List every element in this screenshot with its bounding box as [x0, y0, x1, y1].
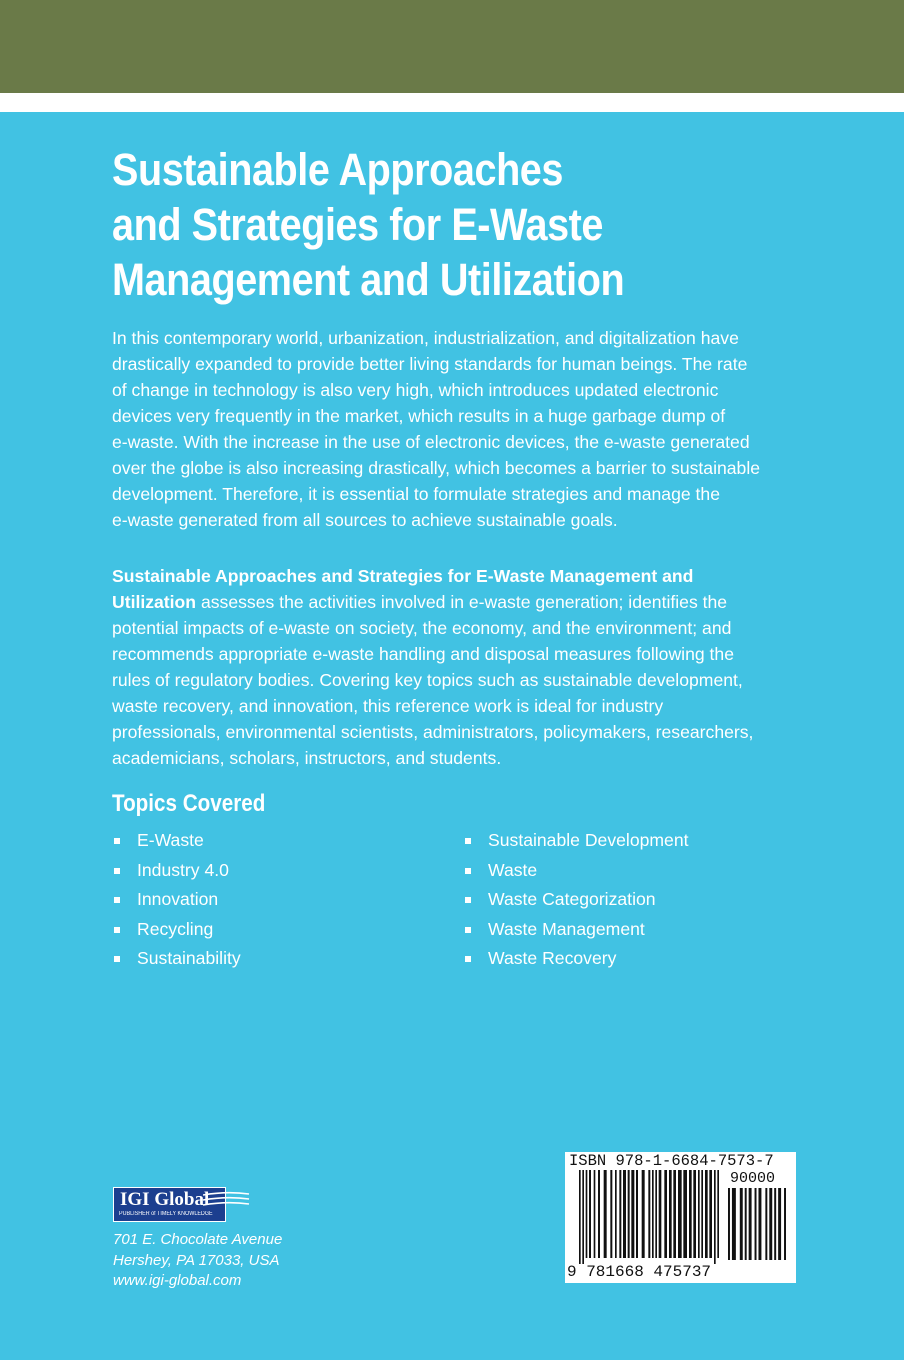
ean-digits: 9 781668 475737 [567, 1263, 712, 1281]
barcode-bar [714, 1170, 716, 1264]
barcode-bar [631, 1170, 634, 1258]
barcode-bar [598, 1170, 600, 1258]
bullet-icon [114, 897, 120, 903]
text-line: over the globe is also increasing drastically, which becomes a barrier to sustainable [112, 458, 761, 478]
barcode-bar [709, 1170, 712, 1258]
topic-label: Sustainable Development [488, 830, 689, 850]
barcode-bar [589, 1170, 591, 1258]
topics-list-right [463, 826, 689, 974]
barcode-bar [623, 1170, 626, 1258]
barcode-bar [619, 1170, 621, 1258]
barcode-bar [579, 1170, 581, 1264]
topic-item [463, 856, 689, 886]
topic-item [112, 944, 241, 974]
title-line: and Strategies for E-Waste [112, 199, 604, 250]
publisher-address [113, 1230, 282, 1292]
topic-item [112, 826, 241, 856]
book-title-inline: Utilization [112, 592, 197, 612]
title-line: Sustainable Approaches [112, 144, 563, 195]
barcode-bar [594, 1170, 596, 1258]
barcode-bar [749, 1188, 752, 1260]
barcode-bar [732, 1188, 736, 1260]
topic-item [112, 915, 241, 945]
text-line: recommends appropriate e-waste handling and disposal measures following the [112, 644, 735, 664]
text-line: waste recovery, and innovation, this reference work is ideal for industry [112, 696, 664, 716]
text-line: of change in technology is also very high, which introduces updated electronic [112, 380, 719, 400]
description-paragraph-2 [112, 563, 792, 771]
bullet-icon [114, 956, 120, 962]
bullet-icon [114, 927, 120, 933]
barcode-bar [693, 1170, 696, 1258]
topic-item [112, 885, 241, 915]
topic-label: Waste Management [488, 918, 645, 939]
barcode-bar [784, 1188, 786, 1260]
barcode-bar [673, 1170, 676, 1258]
barcode-bar [689, 1170, 692, 1258]
igi-global-logo [113, 1187, 253, 1223]
isbn-barcode [565, 1152, 796, 1283]
topics-heading: Topics Covered [112, 790, 266, 817]
bullet-icon [465, 868, 471, 874]
barcode-bar [698, 1170, 700, 1258]
text-line: development. Therefore, it is essential to formulate strategies and manage the [112, 484, 720, 504]
top-color-band [0, 0, 904, 93]
topics-list-left [112, 826, 241, 974]
price-addon-label: 90000 [730, 1170, 776, 1187]
text-line: academicians, scholars, instructors, and students. [112, 748, 502, 768]
topic-item [463, 915, 689, 945]
topic-item [112, 856, 241, 886]
barcode-bar [678, 1170, 682, 1258]
barcode-bar [586, 1170, 588, 1258]
bullet-icon [465, 838, 471, 844]
topic-item [463, 826, 689, 856]
bullet-icon [465, 897, 471, 903]
address-street: 701 E. Chocolate Avenue [113, 1231, 283, 1248]
text-line [112, 589, 792, 615]
barcode-bar [659, 1170, 662, 1258]
title-line: Management and Utilization [112, 254, 625, 305]
bullet-icon [465, 956, 471, 962]
barcode-bar [745, 1188, 747, 1260]
topic-label: E-Waste [137, 830, 204, 850]
topic-item [463, 944, 689, 974]
text-line: In this contemporary world, urbanization, industrialization, and digitalization have [112, 328, 739, 348]
ean-barcode-bars [579, 1170, 725, 1265]
topic-label: Waste [488, 859, 538, 880]
text-line: devices very frequently in the market, which results in a huge garbage dump of [112, 406, 726, 426]
barcode-bar [701, 1170, 703, 1258]
barcode-bar [765, 1188, 767, 1260]
barcode-bar [755, 1188, 757, 1260]
barcode-bar [648, 1170, 650, 1258]
barcode-bar [655, 1170, 657, 1258]
barcode-bar [769, 1188, 772, 1260]
isbn-label: ISBN 978-1-6684-7573-7 [569, 1152, 774, 1170]
text-line: rules of regulatory bodies. Covering key topics such as sustainable development, [112, 670, 743, 690]
barcode-bar [652, 1170, 654, 1258]
barcode-bar [683, 1170, 687, 1258]
topic-label: Recycling [137, 918, 214, 939]
barcode-bar [705, 1170, 708, 1258]
address-city: Hershey, PA 17033, USA [113, 1251, 280, 1269]
barcode-bar [642, 1170, 645, 1258]
book-title-inline: Sustainable Approaches and Strategies for E-Waste Management and [112, 566, 694, 586]
logo-tagline: PUBLISHER of TIMELY KNOWLEDGE [119, 1211, 213, 1217]
topic-item [463, 885, 689, 915]
divider-strip [0, 93, 904, 112]
barcode-bar [717, 1170, 719, 1258]
bullet-icon [114, 838, 120, 844]
logo-swoosh-icon [203, 1191, 251, 1213]
barcode-bar [582, 1170, 584, 1264]
barcode-bar [636, 1170, 638, 1258]
topic-label: Industry 4.0 [137, 859, 229, 880]
text-line: e-waste generated from all sources to achieve sustainable goals. [112, 510, 618, 530]
barcode-bar [758, 1188, 761, 1260]
addon-barcode-bars [728, 1188, 790, 1264]
barcode-bar [604, 1170, 607, 1258]
text-line: drastically expanded to provide better living standards for human beings. The rate [112, 354, 748, 374]
barcode-bar [610, 1170, 612, 1258]
topic-label: Sustainability [137, 948, 241, 969]
barcode-bar [669, 1170, 672, 1258]
bullet-icon [465, 927, 471, 933]
barcode-bar [778, 1188, 781, 1260]
barcode-bar [628, 1170, 630, 1258]
logo-name: IGI Global [120, 1189, 210, 1210]
barcode-bar [740, 1188, 743, 1260]
text-line: e-waste. With the increase in the use of electronic devices, the e-waste generated [112, 432, 750, 452]
publisher-website: www.igi-global.com [113, 1272, 242, 1290]
book-title [112, 142, 728, 307]
bullet-icon [114, 868, 120, 874]
text-line: professionals, environmental scientists, administrators, policymakers, researchers, [112, 722, 754, 742]
barcode-bar [615, 1170, 617, 1258]
barcode-bar [664, 1170, 667, 1258]
description-paragraph-1 [112, 325, 792, 533]
text-fragment: assesses the activities involved in e-waste generation; identifies the [196, 592, 728, 612]
topic-label: Waste Categorization [488, 889, 656, 910]
topic-label: Waste Recovery [488, 948, 617, 969]
topic-label: Innovation [137, 889, 219, 910]
barcode-bar [728, 1188, 730, 1260]
text-line: potential impacts of e-waste on society, the economy, and the environment; and [112, 618, 732, 638]
barcode-bar [774, 1188, 776, 1260]
